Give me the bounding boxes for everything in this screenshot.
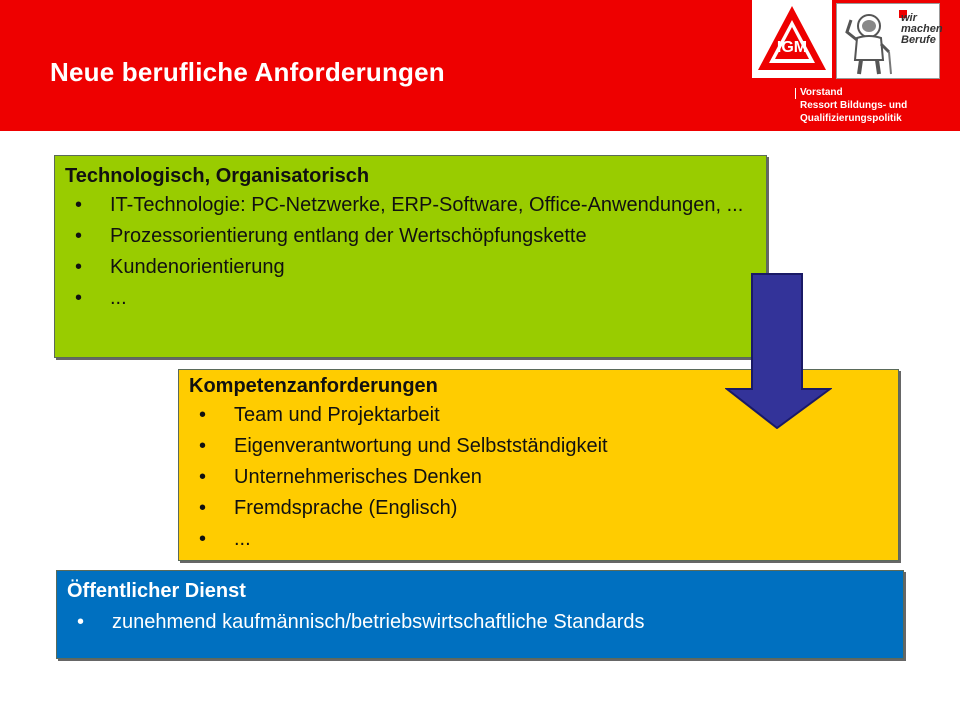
technology-box	[54, 155, 767, 358]
org-line-3: Qualifizierungspolitik	[800, 113, 902, 124]
list-item: • zunehmend kaufmännisch/betriebswirtschaftliche Standards	[77, 611, 645, 633]
competence-heading: Kompetenzanforderungen	[189, 375, 438, 397]
list-item: • Fremdsprache (Englisch)	[199, 497, 458, 519]
list-item: • ...	[199, 528, 251, 550]
org-info	[795, 86, 907, 125]
public-service-heading: Öffentlicher Dienst	[67, 580, 246, 602]
org-line-2: Ressort Bildungs- und	[800, 100, 908, 111]
public-service-list	[67, 611, 891, 633]
public-service-box	[56, 570, 904, 659]
list-item: • Kundenorientierung	[75, 256, 285, 278]
campaign-logo	[836, 3, 943, 79]
list-item: • Unternehmerisches Denken	[199, 466, 482, 488]
list-item: • Prozessorientierung entlang der Wertschöpfungskette	[75, 225, 587, 247]
list-item: • ...	[75, 287, 127, 309]
list-item: • Team und Projektarbeit	[199, 404, 440, 426]
igm-logo-mark: IGM	[776, 39, 808, 56]
technology-list	[65, 194, 754, 309]
list-item: • IT-Technologie: PC-Netzwerke, ERP-Software, Office-Anwendungen, ...	[75, 194, 744, 216]
ig-metall-logo	[752, 0, 832, 78]
campaign-logo-text: wir machen Berufe	[901, 12, 943, 46]
page-title: Neue berufliche Anforderungen	[50, 57, 445, 87]
org-line-1: Vorstand	[800, 87, 843, 98]
org-divider	[795, 88, 796, 99]
astronaut-icon	[839, 4, 899, 78]
header-bar	[0, 0, 960, 131]
arrow-down-icon	[725, 273, 832, 429]
list-item: • Eigenverantwortung und Selbstständigkeit	[199, 435, 608, 457]
technology-heading: Technologisch, Organisatorisch	[65, 165, 370, 187]
